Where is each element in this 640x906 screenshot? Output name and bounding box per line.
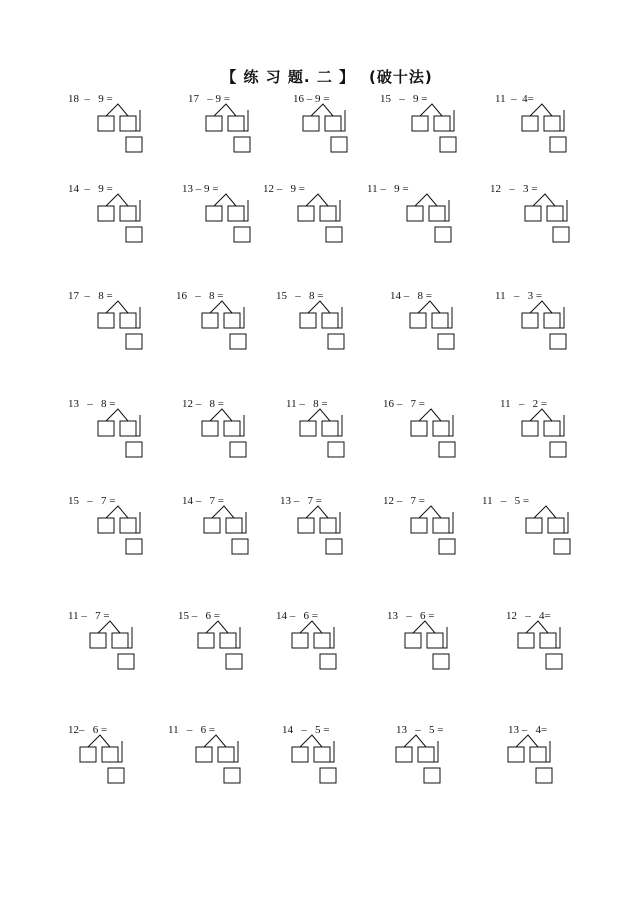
bracket-line	[439, 512, 453, 533]
bracket-line	[326, 512, 340, 533]
split-branch-line	[106, 409, 128, 421]
problem-4-4	[383, 398, 483, 468]
answer-box-left[interactable]	[410, 313, 426, 328]
bracket-line	[230, 307, 244, 328]
decomposition-diagram	[176, 290, 276, 360]
equation-text: 16 – 9 =	[293, 93, 330, 105]
answer-box-right[interactable]	[120, 116, 136, 131]
decomposition-diagram	[506, 610, 606, 680]
decomposition-diagram	[178, 610, 278, 680]
answer-box-result[interactable]	[126, 334, 142, 349]
answer-box-result[interactable]	[326, 539, 342, 554]
answer-box-result[interactable]	[536, 768, 552, 783]
answer-box-right[interactable]	[314, 633, 330, 648]
bracket-line	[230, 415, 244, 436]
bracket-line	[550, 415, 564, 436]
split-branch-line	[418, 301, 440, 313]
split-branch-line	[210, 301, 232, 313]
answer-box-right[interactable]	[544, 421, 560, 436]
answer-box-right[interactable]	[322, 313, 338, 328]
answer-box-result[interactable]	[108, 768, 124, 783]
equation-text: 15 – 8 =	[276, 290, 324, 302]
answer-box-result[interactable]	[320, 768, 336, 783]
decomposition-diagram	[188, 93, 288, 163]
bracket-line	[554, 512, 568, 533]
answer-box-left[interactable]	[411, 518, 427, 533]
decomposition-diagram	[276, 610, 376, 680]
decomposition-diagram	[380, 93, 480, 163]
answer-box-result[interactable]	[550, 137, 566, 152]
decomposition-diagram	[263, 183, 363, 253]
bracket-line	[326, 200, 340, 221]
answer-box-result[interactable]	[438, 334, 454, 349]
split-branch-line	[98, 621, 120, 633]
decomposition-diagram	[276, 290, 376, 360]
split-branch-line	[526, 621, 548, 633]
answer-box-left[interactable]	[298, 518, 314, 533]
decomposition-diagram	[282, 724, 382, 794]
answer-box-result[interactable]	[550, 442, 566, 457]
problem-5-1	[68, 495, 168, 565]
split-branch-line	[88, 735, 110, 747]
bracket-line	[118, 627, 132, 648]
answer-box-left[interactable]	[518, 633, 534, 648]
bracket-line	[126, 200, 140, 221]
bracket-line	[553, 200, 567, 221]
answer-box-right[interactable]	[429, 206, 445, 221]
equation-text: 11 – 4=	[495, 93, 534, 105]
answer-box-right[interactable]	[120, 313, 136, 328]
decomposition-diagram	[182, 495, 282, 565]
answer-box-left[interactable]	[411, 421, 427, 436]
split-branch-line	[204, 735, 226, 747]
decomposition-diagram	[383, 398, 483, 468]
problem-6-4	[387, 610, 487, 680]
problem-4-5	[500, 398, 600, 468]
split-branch-line	[530, 104, 552, 116]
split-branch-line	[415, 194, 437, 206]
bracket-line	[320, 627, 334, 648]
bracket-line	[439, 415, 453, 436]
bracket-line	[328, 307, 342, 328]
decomposition-diagram	[182, 398, 282, 468]
problem-2-5	[490, 183, 590, 253]
split-branch-line	[300, 621, 322, 633]
decomposition-diagram	[168, 724, 268, 794]
equation-text: 14 – 6 =	[276, 610, 318, 622]
decomposition-diagram	[490, 183, 590, 253]
split-branch-line	[419, 506, 441, 518]
equation-text: 11 – 2 =	[500, 398, 548, 410]
answer-box-result[interactable]	[118, 654, 134, 669]
answer-box-result[interactable]	[435, 227, 451, 242]
answer-box-result[interactable]	[126, 227, 142, 242]
problem-1-2	[188, 93, 288, 163]
equation-text: 12 – 4=	[506, 610, 551, 622]
answer-box-result[interactable]	[226, 654, 242, 669]
answer-box-left[interactable]	[98, 116, 114, 131]
bracket-line	[126, 512, 140, 533]
decomposition-diagram	[68, 93, 168, 163]
equation-text: 14 – 7 =	[182, 495, 224, 507]
problem-4-2	[182, 398, 282, 468]
bracket-line	[108, 741, 122, 762]
equation-text: 17 – 9 =	[188, 93, 230, 105]
problem-7-2	[168, 724, 268, 794]
answer-box-result[interactable]	[546, 654, 562, 669]
bracket-line	[438, 307, 452, 328]
equation-text: 18 – 9 =	[68, 93, 113, 105]
equation-text: 13 – 9 =	[182, 183, 219, 195]
split-branch-line	[214, 194, 236, 206]
answer-box-result[interactable]	[234, 137, 250, 152]
answer-box-left[interactable]	[300, 421, 316, 436]
answer-box-right[interactable]	[220, 633, 236, 648]
equation-text: 13 – 7 =	[280, 495, 322, 507]
answer-box-result[interactable]	[126, 137, 142, 152]
split-branch-line	[306, 194, 328, 206]
bracket-line	[550, 110, 564, 131]
answer-box-right[interactable]	[320, 518, 336, 533]
equation-text: 14 – 8 =	[390, 290, 432, 302]
answer-box-right[interactable]	[544, 116, 560, 131]
equation-text: 12 – 7 =	[383, 495, 425, 507]
answer-box-left[interactable]	[98, 421, 114, 436]
problem-6-3	[276, 610, 376, 680]
answer-box-result[interactable]	[433, 654, 449, 669]
answer-box-right[interactable]	[433, 421, 449, 436]
answer-box-left[interactable]	[202, 421, 218, 436]
answer-box-right[interactable]	[325, 116, 341, 131]
page-title	[0, 66, 640, 87]
problem-6-5	[506, 610, 606, 680]
problem-2-3	[263, 183, 363, 253]
answer-box-right[interactable]	[434, 116, 450, 131]
answer-box-right[interactable]	[228, 116, 244, 131]
answer-box-left[interactable]	[405, 633, 421, 648]
answer-box-result[interactable]	[331, 137, 347, 152]
split-branch-line	[106, 194, 128, 206]
equation-text: 12– 6 =	[68, 724, 108, 736]
bracket-line	[424, 741, 438, 762]
problem-7-1	[68, 724, 168, 794]
decomposition-diagram	[68, 610, 168, 680]
answer-box-result[interactable]	[424, 768, 440, 783]
answer-box-right[interactable]	[228, 206, 244, 221]
decomposition-diagram	[280, 495, 380, 565]
problem-2-1	[68, 183, 168, 253]
problem-7-4	[396, 724, 496, 794]
decomposition-diagram	[68, 290, 168, 360]
answer-box-right[interactable]	[102, 747, 118, 762]
answer-box-left[interactable]	[196, 747, 212, 762]
problem-3-1	[68, 290, 168, 360]
answer-box-right[interactable]	[314, 747, 330, 762]
equation-text: 11 – 7 =	[68, 610, 110, 622]
problem-1-1	[68, 93, 168, 163]
answer-box-result[interactable]	[224, 768, 240, 783]
bracket-line	[126, 415, 140, 436]
answer-box-right[interactable]	[432, 313, 448, 328]
answer-box-left[interactable]	[407, 206, 423, 221]
title-text: 【 练 习 题. 二 】	[221, 68, 356, 86]
bracket-line	[546, 627, 560, 648]
split-branch-line	[206, 621, 228, 633]
answer-box-left[interactable]	[98, 206, 114, 221]
split-branch-line	[306, 506, 328, 518]
problem-6-2	[178, 610, 278, 680]
bracket-line	[226, 627, 240, 648]
answer-box-result[interactable]	[328, 442, 344, 457]
decomposition-diagram	[500, 398, 600, 468]
answer-box-left[interactable]	[412, 116, 428, 131]
answer-box-right[interactable]	[433, 518, 449, 533]
answer-box-right[interactable]	[226, 518, 242, 533]
bracket-line	[440, 110, 454, 131]
answer-box-left[interactable]	[525, 206, 541, 221]
problem-7-3	[282, 724, 382, 794]
answer-box-left[interactable]	[206, 206, 222, 221]
answer-box-right[interactable]	[547, 206, 563, 221]
equation-text: 11 – 5 =	[482, 495, 530, 507]
decomposition-diagram	[68, 398, 168, 468]
answer-box-result[interactable]	[328, 334, 344, 349]
decomposition-diagram	[495, 290, 595, 360]
answer-box-left[interactable]	[522, 421, 538, 436]
equation-text: 11 – 8 =	[286, 398, 328, 410]
split-branch-line	[214, 104, 236, 116]
equation-text: 17 – 8 =	[68, 290, 113, 302]
decomposition-diagram	[495, 93, 595, 163]
answer-box-left[interactable]	[292, 633, 308, 648]
split-branch-line	[308, 409, 330, 421]
problem-6-1	[68, 610, 168, 680]
equation-text: 15 – 9 =	[380, 93, 428, 105]
equation-text: 13 – 8 =	[68, 398, 116, 410]
split-branch-line	[300, 735, 322, 747]
answer-box-left[interactable]	[526, 518, 542, 533]
bracket-line	[126, 307, 140, 328]
equation-text: 12 – 9 =	[263, 183, 305, 195]
answer-box-right[interactable]	[427, 633, 443, 648]
split-branch-line	[413, 621, 435, 633]
decomposition-diagram	[508, 724, 608, 794]
answer-box-result[interactable]	[320, 654, 336, 669]
answer-box-result[interactable]	[440, 137, 456, 152]
problem-3-3	[276, 290, 376, 360]
answer-box-left[interactable]	[98, 518, 114, 533]
answer-box-result[interactable]	[230, 334, 246, 349]
split-branch-line	[106, 104, 128, 116]
bracket-line	[550, 307, 564, 328]
answer-box-right[interactable]	[120, 518, 136, 533]
problem-3-2	[176, 290, 276, 360]
answer-box-left[interactable]	[396, 747, 412, 762]
answer-box-result[interactable]	[326, 227, 342, 242]
equation-text: 13 – 6 =	[387, 610, 435, 622]
answer-box-result[interactable]	[439, 539, 455, 554]
answer-box-left[interactable]	[522, 116, 538, 131]
answer-box-result[interactable]	[230, 442, 246, 457]
decomposition-diagram	[68, 724, 168, 794]
answer-box-right[interactable]	[218, 747, 234, 762]
decomposition-diagram	[390, 290, 490, 360]
bracket-line	[224, 741, 238, 762]
answer-box-left[interactable]	[98, 313, 114, 328]
problem-3-4	[390, 290, 490, 360]
equation-text: 11 – 3 =	[495, 290, 543, 302]
bracket-line	[320, 741, 334, 762]
split-branch-line	[420, 104, 442, 116]
split-branch-line	[210, 409, 232, 421]
answer-box-left[interactable]	[292, 747, 308, 762]
answer-box-right[interactable]	[548, 518, 564, 533]
subtitle-text: (破十法)	[369, 68, 433, 86]
answer-box-result[interactable]	[439, 442, 455, 457]
equation-text: 16 – 8 =	[176, 290, 224, 302]
answer-box-left[interactable]	[206, 116, 222, 131]
split-branch-line	[311, 104, 333, 116]
problem-1-5	[495, 93, 595, 163]
answer-box-result[interactable]	[126, 442, 142, 457]
bracket-line	[331, 110, 345, 131]
bracket-line	[234, 200, 248, 221]
answer-box-left[interactable]	[204, 518, 220, 533]
equation-text: 11 – 9 =	[367, 183, 409, 195]
answer-box-left[interactable]	[300, 313, 316, 328]
split-branch-line	[404, 735, 426, 747]
bracket-line	[328, 415, 342, 436]
equation-text: 12 – 3 =	[490, 183, 538, 195]
answer-box-result[interactable]	[126, 539, 142, 554]
answer-box-right[interactable]	[224, 421, 240, 436]
answer-box-right[interactable]	[120, 421, 136, 436]
answer-box-right[interactable]	[540, 633, 556, 648]
answer-box-right[interactable]	[120, 206, 136, 221]
answer-box-right[interactable]	[418, 747, 434, 762]
answer-box-result[interactable]	[234, 227, 250, 242]
answer-box-left[interactable]	[90, 633, 106, 648]
split-branch-line	[533, 194, 555, 206]
equation-text: 13 – 4=	[508, 724, 548, 736]
answer-box-left[interactable]	[508, 747, 524, 762]
split-branch-line	[308, 301, 330, 313]
equation-text: 15 – 7 =	[68, 495, 116, 507]
equation-text: 12 – 8 =	[182, 398, 224, 410]
bracket-line	[433, 627, 447, 648]
answer-box-left[interactable]	[198, 633, 214, 648]
equation-text: 13 – 5 =	[396, 724, 444, 736]
answer-box-left[interactable]	[202, 313, 218, 328]
decomposition-diagram	[367, 183, 467, 253]
decomposition-diagram	[396, 724, 496, 794]
answer-box-left[interactable]	[303, 116, 319, 131]
answer-box-left[interactable]	[522, 313, 538, 328]
problem-1-3	[293, 93, 393, 163]
answer-box-right[interactable]	[224, 313, 240, 328]
answer-box-right[interactable]	[322, 421, 338, 436]
answer-box-right[interactable]	[320, 206, 336, 221]
answer-box-right[interactable]	[530, 747, 546, 762]
problem-4-3	[286, 398, 386, 468]
answer-box-result[interactable]	[554, 539, 570, 554]
problem-5-5	[482, 495, 582, 565]
answer-box-right[interactable]	[544, 313, 560, 328]
split-branch-line	[516, 735, 538, 747]
answer-box-result[interactable]	[553, 227, 569, 242]
answer-box-result[interactable]	[550, 334, 566, 349]
split-branch-line	[106, 506, 128, 518]
split-branch-line	[106, 301, 128, 313]
problem-5-2	[182, 495, 282, 565]
problem-4-1	[68, 398, 168, 468]
equation-text: 15 – 6 =	[178, 610, 220, 622]
equation-text: 11 – 6 =	[168, 724, 216, 736]
decomposition-diagram	[286, 398, 386, 468]
problem-1-4	[380, 93, 480, 163]
answer-box-left[interactable]	[298, 206, 314, 221]
decomposition-diagram	[293, 93, 393, 163]
answer-box-left[interactable]	[80, 747, 96, 762]
equation-text: 16 – 7 =	[383, 398, 425, 410]
split-branch-line	[212, 506, 234, 518]
split-branch-line	[530, 301, 552, 313]
problem-7-5	[508, 724, 608, 794]
split-branch-line	[534, 506, 556, 518]
decomposition-diagram	[482, 495, 582, 565]
bracket-line	[126, 110, 140, 131]
decomposition-diagram	[387, 610, 487, 680]
decomposition-diagram	[383, 495, 483, 565]
bracket-line	[435, 200, 449, 221]
bracket-line	[234, 110, 248, 131]
problem-2-4	[367, 183, 467, 253]
equation-text: 14 – 9 =	[68, 183, 113, 195]
split-branch-line	[530, 409, 552, 421]
answer-box-result[interactable]	[232, 539, 248, 554]
problem-3-5	[495, 290, 595, 360]
problem-5-4	[383, 495, 483, 565]
split-branch-line	[419, 409, 441, 421]
bracket-line	[536, 741, 550, 762]
answer-box-right[interactable]	[112, 633, 128, 648]
equation-text: 14 – 5 =	[282, 724, 330, 736]
decomposition-diagram	[68, 183, 168, 253]
problem-5-3	[280, 495, 380, 565]
decomposition-diagram	[68, 495, 168, 565]
bracket-line	[232, 512, 246, 533]
